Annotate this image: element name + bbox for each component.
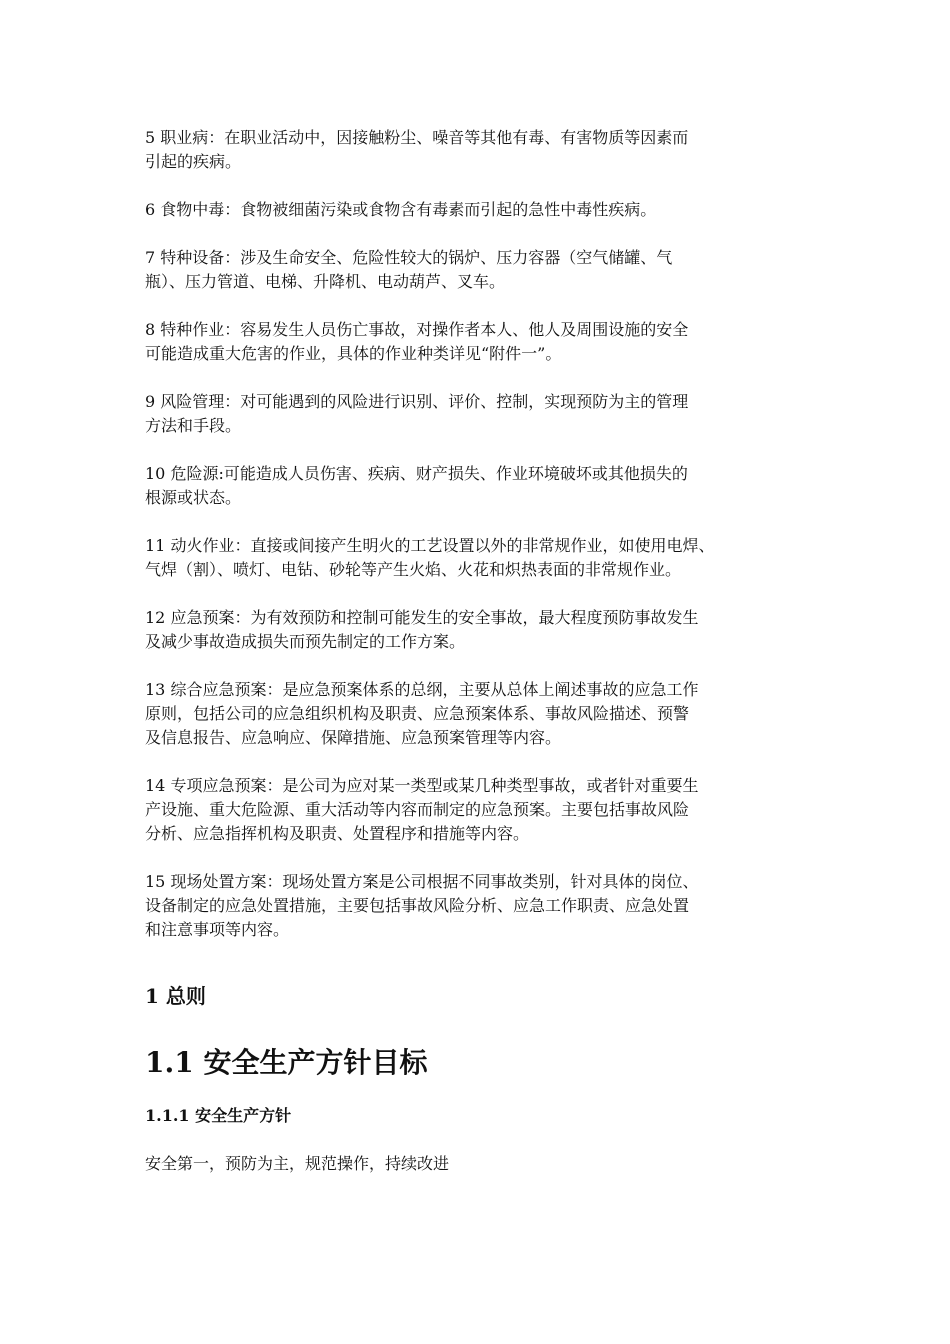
text-line: 8 特种作业：容易发生人员伤亡事故，对操作者本人、他人及周围设施的安全 [145, 320, 689, 339]
text-line: 11 动火作业：直接或间接产生明火的工艺设置以外的非常规作业，如使用电焊、 [145, 536, 715, 555]
text-line: 瓶）、压力管道、电梯、升降机、电动葫芦、叉车。 [145, 272, 506, 291]
definition-13 [145, 678, 835, 750]
text-line: 方法和手段。 [145, 416, 242, 435]
text-line: 及减少事故造成损失而预先制定的工作方案。 [145, 632, 466, 651]
subsubsection-heading-safety-policy: 1.1.1 安全生产方针 [145, 1106, 292, 1125]
definition-9 [145, 390, 835, 438]
section-heading-general: 1 总则 [145, 984, 206, 1008]
definition-14 [145, 774, 835, 846]
text-line: 及信息报告、应急响应、保障措施、应急预案管理等内容。 [145, 728, 562, 747]
text-line: 根源或状态。 [145, 488, 242, 507]
text-line: 原则，包括公司的应急组织机构及职责、应急预案体系、事故风险描述、预警 [145, 704, 690, 723]
text-line: 7 特种设备：涉及生命安全、危险性较大的锅炉、压力容器（空气储罐、气 [145, 248, 673, 267]
definition-8 [145, 318, 835, 366]
text-line: 设备制定的应急处置措施，主要包括事故风险分析、应急工作职责、应急处置 [145, 896, 690, 915]
text-line: 分析、应急指挥机构及职责、处置程序和措施等内容。 [145, 824, 530, 843]
text-line: 15 现场处置方案：现场处置方案是公司根据不同事故类别，针对具体的岗位、 [145, 872, 699, 891]
definition-15 [145, 870, 835, 942]
text-line: 10 危险源:可能造成人员伤害、疾病、财产损失、作业环境破坏或其他损失的 [145, 464, 688, 483]
text-line: 产设施、重大危险源、重大活动等内容而制定的应急预案。主要包括事故风险 [145, 800, 690, 819]
text-line: 6 食物中毒：食物被细菌污染或食物含有毒素而引起的急性中毒性疾病。 [145, 200, 657, 219]
text-line: 引起的疾病。 [145, 152, 242, 171]
definition-12 [145, 606, 835, 654]
text-line: 13 综合应急预案：是应急预案体系的总纲，主要从总体上阐述事故的应急工作 [145, 680, 699, 699]
text-line: 和注意事项等内容。 [145, 920, 290, 939]
definition-7 [145, 246, 835, 294]
text-line: 12 应急预案：为有效预防和控制可能发生的安全事故，最大程度预防事故发生 [145, 608, 699, 627]
subsection-heading-safety-policy-goals: 1.1 安全生产方针目标 [145, 1046, 428, 1079]
definition-5 [145, 126, 835, 174]
text-line: 9 风险管理：对可能遇到的风险进行识别、评价、控制，实现预防为主的管理 [145, 392, 689, 411]
definition-6 [145, 198, 835, 222]
definition-11 [145, 534, 835, 582]
policy-statement: 安全第一，预防为主，规范操作，持续改进 [145, 1154, 450, 1173]
definition-list [145, 126, 835, 942]
text-line: 可能造成重大危害的作业，具体的作业种类详见“附件一”。 [145, 344, 562, 363]
text-line: 14 专项应急预案：是公司为应对某一类型或某几种类型事故，或者针对重要生 [145, 776, 699, 795]
definition-10 [145, 462, 835, 510]
text-line: 5 职业病：在职业活动中，因接触粉尘、噪音等其他有毒、有害物质等因素而 [145, 128, 689, 147]
document-page [145, 126, 835, 1176]
text-line: 气焊（割）、喷灯、电钻、砂轮等产生火焰、火花和炽热表面的非常规作业。 [145, 560, 682, 579]
